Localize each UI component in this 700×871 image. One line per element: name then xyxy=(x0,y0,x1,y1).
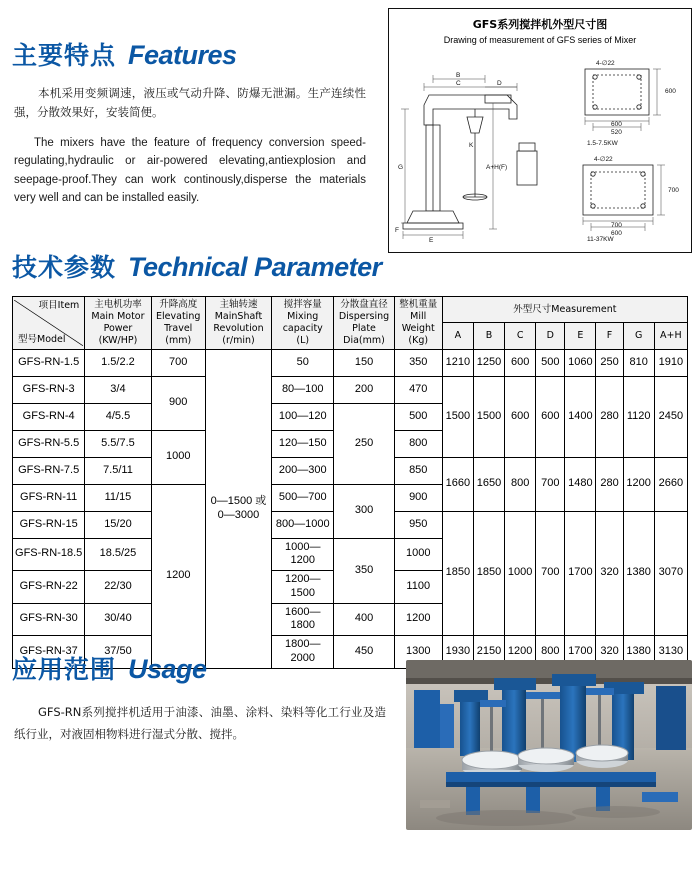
cell-plate: 150 xyxy=(334,349,394,376)
cell-power: 4/5.5 xyxy=(85,403,151,430)
cell-power: 3/4 xyxy=(85,376,151,403)
cell-c: 600 xyxy=(505,349,536,376)
cell-power: 22/30 xyxy=(85,571,151,604)
technical-heading-en: Technical Parameter xyxy=(128,252,382,282)
features-paragraph-cn: 本机采用变频调速，液压或气动升降、防爆无泄漏。生产连续性强，分散效果好，安装简便。 xyxy=(14,86,366,119)
cell-ah: 1910 xyxy=(654,349,687,376)
drawing-dim-side2: 700 xyxy=(668,187,679,194)
cell-d: 500 xyxy=(536,349,565,376)
cell-model: GFS-RN-4 xyxy=(13,403,85,430)
drawing-label-c: C xyxy=(456,80,461,87)
usage-paragraph-cn: GFS-RN系列搅拌机适用于油漆、油墨、涂料、染料等化工行业及造纸行业，对液固相物料进行湿式分散、搅拌。 xyxy=(14,705,386,741)
technical-heading-cn: 技术参数 xyxy=(12,253,117,282)
cell-weight: 950 xyxy=(394,511,442,538)
cell-ah: 2450 xyxy=(654,376,687,457)
header-col-a: A xyxy=(442,323,473,349)
drawing-dim-side1: 600 xyxy=(665,88,676,95)
cell-f: 280 xyxy=(596,457,623,511)
drawing-label-h: A+H(F) xyxy=(486,164,508,171)
cell-plate: 200 xyxy=(334,376,394,403)
cell-g: 1120 xyxy=(623,376,654,457)
cell-model: GFS-RN-22 xyxy=(13,571,85,604)
cell-f: 280 xyxy=(596,376,623,457)
cell-f: 250 xyxy=(596,349,623,376)
technical-section xyxy=(0,248,700,669)
drawing-label-k: K xyxy=(469,142,474,149)
cell-capacity: 50 xyxy=(272,349,334,376)
cell-d: 700 xyxy=(536,511,565,636)
features-section xyxy=(0,36,380,219)
header-col-g: G xyxy=(623,323,654,349)
drawing-title-en: Drawing of measurement of GFS series of Mixer xyxy=(443,35,637,45)
cell-revolution: 0—1500 或 0—3000 xyxy=(205,349,271,668)
features-paragraph-en: The mixers have the feature of frequency conversion speed-regulating,hydraulic or air-powered elevating,antiexplosion and seepage-proof.They can work continously,disperse the materials very well and can be installed easily. xyxy=(14,136,366,205)
drawing-label-e: E xyxy=(429,237,434,242)
cell-b: 1850 xyxy=(473,511,504,636)
cell-a: 1850 xyxy=(442,511,473,636)
cell-b: 1500 xyxy=(473,376,504,457)
cell-weight: 470 xyxy=(394,376,442,403)
usage-heading-en: Usage xyxy=(128,654,207,684)
cell-power: 18.5/25 xyxy=(85,538,151,571)
table-row xyxy=(13,349,688,376)
cell-travel: 900 xyxy=(151,376,205,430)
features-heading-cn: 主要特点 xyxy=(12,41,117,70)
cell-f: 320 xyxy=(596,636,623,669)
features-heading xyxy=(0,36,380,72)
header-measurement: 外型尺寸Measurement xyxy=(442,297,687,323)
cell-c: 600 xyxy=(505,376,536,457)
features-heading-en: Features xyxy=(128,40,237,70)
cell-ah: 3130 xyxy=(654,636,687,669)
cell-plate: 450 xyxy=(334,636,394,669)
cell-f: 320 xyxy=(596,511,623,636)
cell-power: 37/50 xyxy=(85,636,151,669)
drawing-label-f: F xyxy=(395,227,399,234)
cell-c: 1000 xyxy=(505,511,536,636)
cell-power: 11/15 xyxy=(85,484,151,511)
mixer-dimension-drawing-svg xyxy=(389,47,692,242)
cell-plate: 350 xyxy=(334,538,394,603)
cell-model: GFS-RN-11 xyxy=(13,484,85,511)
cell-d: 700 xyxy=(536,457,565,511)
drawing-dim-600a: 600 xyxy=(611,121,622,128)
cell-travel: 700 xyxy=(151,349,205,376)
header-elevating-travel: 升降高度 Elevating Travel (mm) xyxy=(151,297,205,350)
cell-e: 1700 xyxy=(565,636,596,669)
drawing-panel xyxy=(388,8,692,253)
cell-capacity: 1000—1200 xyxy=(272,538,334,571)
cell-capacity: 100—120 xyxy=(272,403,334,430)
drawing-label-hole-1: 4-∅22 xyxy=(596,60,615,67)
cell-power: 30/40 xyxy=(85,603,151,636)
cell-d: 800 xyxy=(536,636,565,669)
cell-ah: 3070 xyxy=(654,511,687,636)
header-mill-weight: 整机重量 Mill Weight (Kg) xyxy=(394,297,442,350)
cell-c: 800 xyxy=(505,457,536,511)
table-row xyxy=(13,376,688,403)
drawing-note-2: 11-37KW xyxy=(587,236,614,242)
cell-weight: 850 xyxy=(394,457,442,484)
drawing-label-b: B xyxy=(456,72,461,79)
cell-power: 1.5/2.2 xyxy=(85,349,151,376)
cell-model: GFS-RN-37 xyxy=(13,636,85,669)
cell-b: 1650 xyxy=(473,457,504,511)
cell-weight: 900 xyxy=(394,484,442,511)
cell-capacity: 1800—2000 xyxy=(272,636,334,669)
cell-a: 1500 xyxy=(442,376,473,457)
cell-plate: 250 xyxy=(334,403,394,484)
cell-e: 1700 xyxy=(565,511,596,636)
cell-plate: 300 xyxy=(334,484,394,538)
header-dispersing-plate: 分散盘直径 Dispersing Plate Dia(mm) xyxy=(334,297,394,350)
cell-capacity: 120—150 xyxy=(272,430,334,457)
cell-capacity: 500—700 xyxy=(272,484,334,511)
usage-section xyxy=(0,650,700,757)
cell-d: 600 xyxy=(536,376,565,457)
table-header-row xyxy=(13,297,688,323)
cell-g: 1380 xyxy=(623,511,654,636)
corner-model-label: 型号Model xyxy=(18,333,66,345)
cell-ah: 2660 xyxy=(654,457,687,511)
drawing-canvas xyxy=(389,47,691,242)
cell-e: 1060 xyxy=(565,349,596,376)
table-corner-cell xyxy=(13,297,85,350)
cell-weight: 1300 xyxy=(394,636,442,669)
cell-model: GFS-RN-15 xyxy=(13,511,85,538)
cell-weight: 1000 xyxy=(394,538,442,571)
cell-e: 1480 xyxy=(565,457,596,511)
cell-weight: 1100 xyxy=(394,571,442,604)
corner-item-label: 项目Item xyxy=(38,299,80,311)
cell-weight: 1200 xyxy=(394,603,442,636)
cell-a: 1210 xyxy=(442,349,473,376)
cell-travel: 1200 xyxy=(151,484,205,668)
cell-model: GFS-RN-5.5 xyxy=(13,430,85,457)
drawing-dim-600b: 600 xyxy=(611,230,622,237)
header-col-c: C xyxy=(505,323,536,349)
mixer-factory-photo-svg xyxy=(406,660,692,830)
cell-capacity: 200—300 xyxy=(272,457,334,484)
drawing-title-cn: GFS系列搅拌机外型尺寸图 xyxy=(472,18,608,31)
cell-b: 1250 xyxy=(473,349,504,376)
usage-photo xyxy=(406,660,692,830)
cell-power: 7.5/11 xyxy=(85,457,151,484)
header-col-d: D xyxy=(536,323,565,349)
cell-g: 1380 xyxy=(623,636,654,669)
cell-weight: 350 xyxy=(394,349,442,376)
drawing-label-hole-2: 4-∅22 xyxy=(594,156,613,163)
cell-g: 1200 xyxy=(623,457,654,511)
cell-plate: 400 xyxy=(334,603,394,636)
technical-parameter-table xyxy=(12,296,688,669)
drawing-dim-700: 700 xyxy=(611,222,622,229)
cell-power: 5.5/7.5 xyxy=(85,430,151,457)
cell-capacity: 800—1000 xyxy=(272,511,334,538)
cell-g: 810 xyxy=(623,349,654,376)
cell-model: GFS-RN-7.5 xyxy=(13,457,85,484)
cell-a: 1930 xyxy=(442,636,473,669)
cell-capacity: 80—100 xyxy=(272,376,334,403)
cell-c: 1200 xyxy=(505,636,536,669)
drawing-label-d: D xyxy=(497,80,502,87)
drawing-label-g: G xyxy=(398,164,404,171)
cell-travel: 1000 xyxy=(151,430,205,484)
header-col-e: E xyxy=(565,323,596,349)
header-col-f: F xyxy=(596,323,623,349)
cell-model: GFS-RN-1.5 xyxy=(13,349,85,376)
cell-power: 15/20 xyxy=(85,511,151,538)
cell-model: GFS-RN-30 xyxy=(13,603,85,636)
cell-a: 1660 xyxy=(442,457,473,511)
cell-e: 1400 xyxy=(565,376,596,457)
drawing-note-1: 1.5-7.5KW xyxy=(587,140,618,147)
technical-heading xyxy=(0,248,700,284)
header-col-b: B xyxy=(473,323,504,349)
cell-weight: 500 xyxy=(394,403,442,430)
cell-model: GFS-RN-3 xyxy=(13,376,85,403)
header-mainshaft-revolution: 主轴转速 MainShaft Revolution (r/min) xyxy=(205,297,271,350)
cell-b: 2150 xyxy=(473,636,504,669)
cell-weight: 800 xyxy=(394,430,442,457)
usage-heading-cn: 应用范围 xyxy=(12,655,117,684)
drawing-dim-520: 520 xyxy=(611,129,622,136)
header-main-motor-power: 主电机功率 Main Motor Power (KW/HP) xyxy=(85,297,151,350)
cell-capacity: 1200—1500 xyxy=(272,571,334,604)
header-col-ah: A+H xyxy=(654,323,687,349)
usage-text-block xyxy=(0,702,400,746)
cell-capacity: 1600—1800 xyxy=(272,603,334,636)
cell-model: GFS-RN-18.5 xyxy=(13,538,85,571)
header-mixing-capacity: 搅拌容量 Mixing capacity (L) xyxy=(272,297,334,350)
